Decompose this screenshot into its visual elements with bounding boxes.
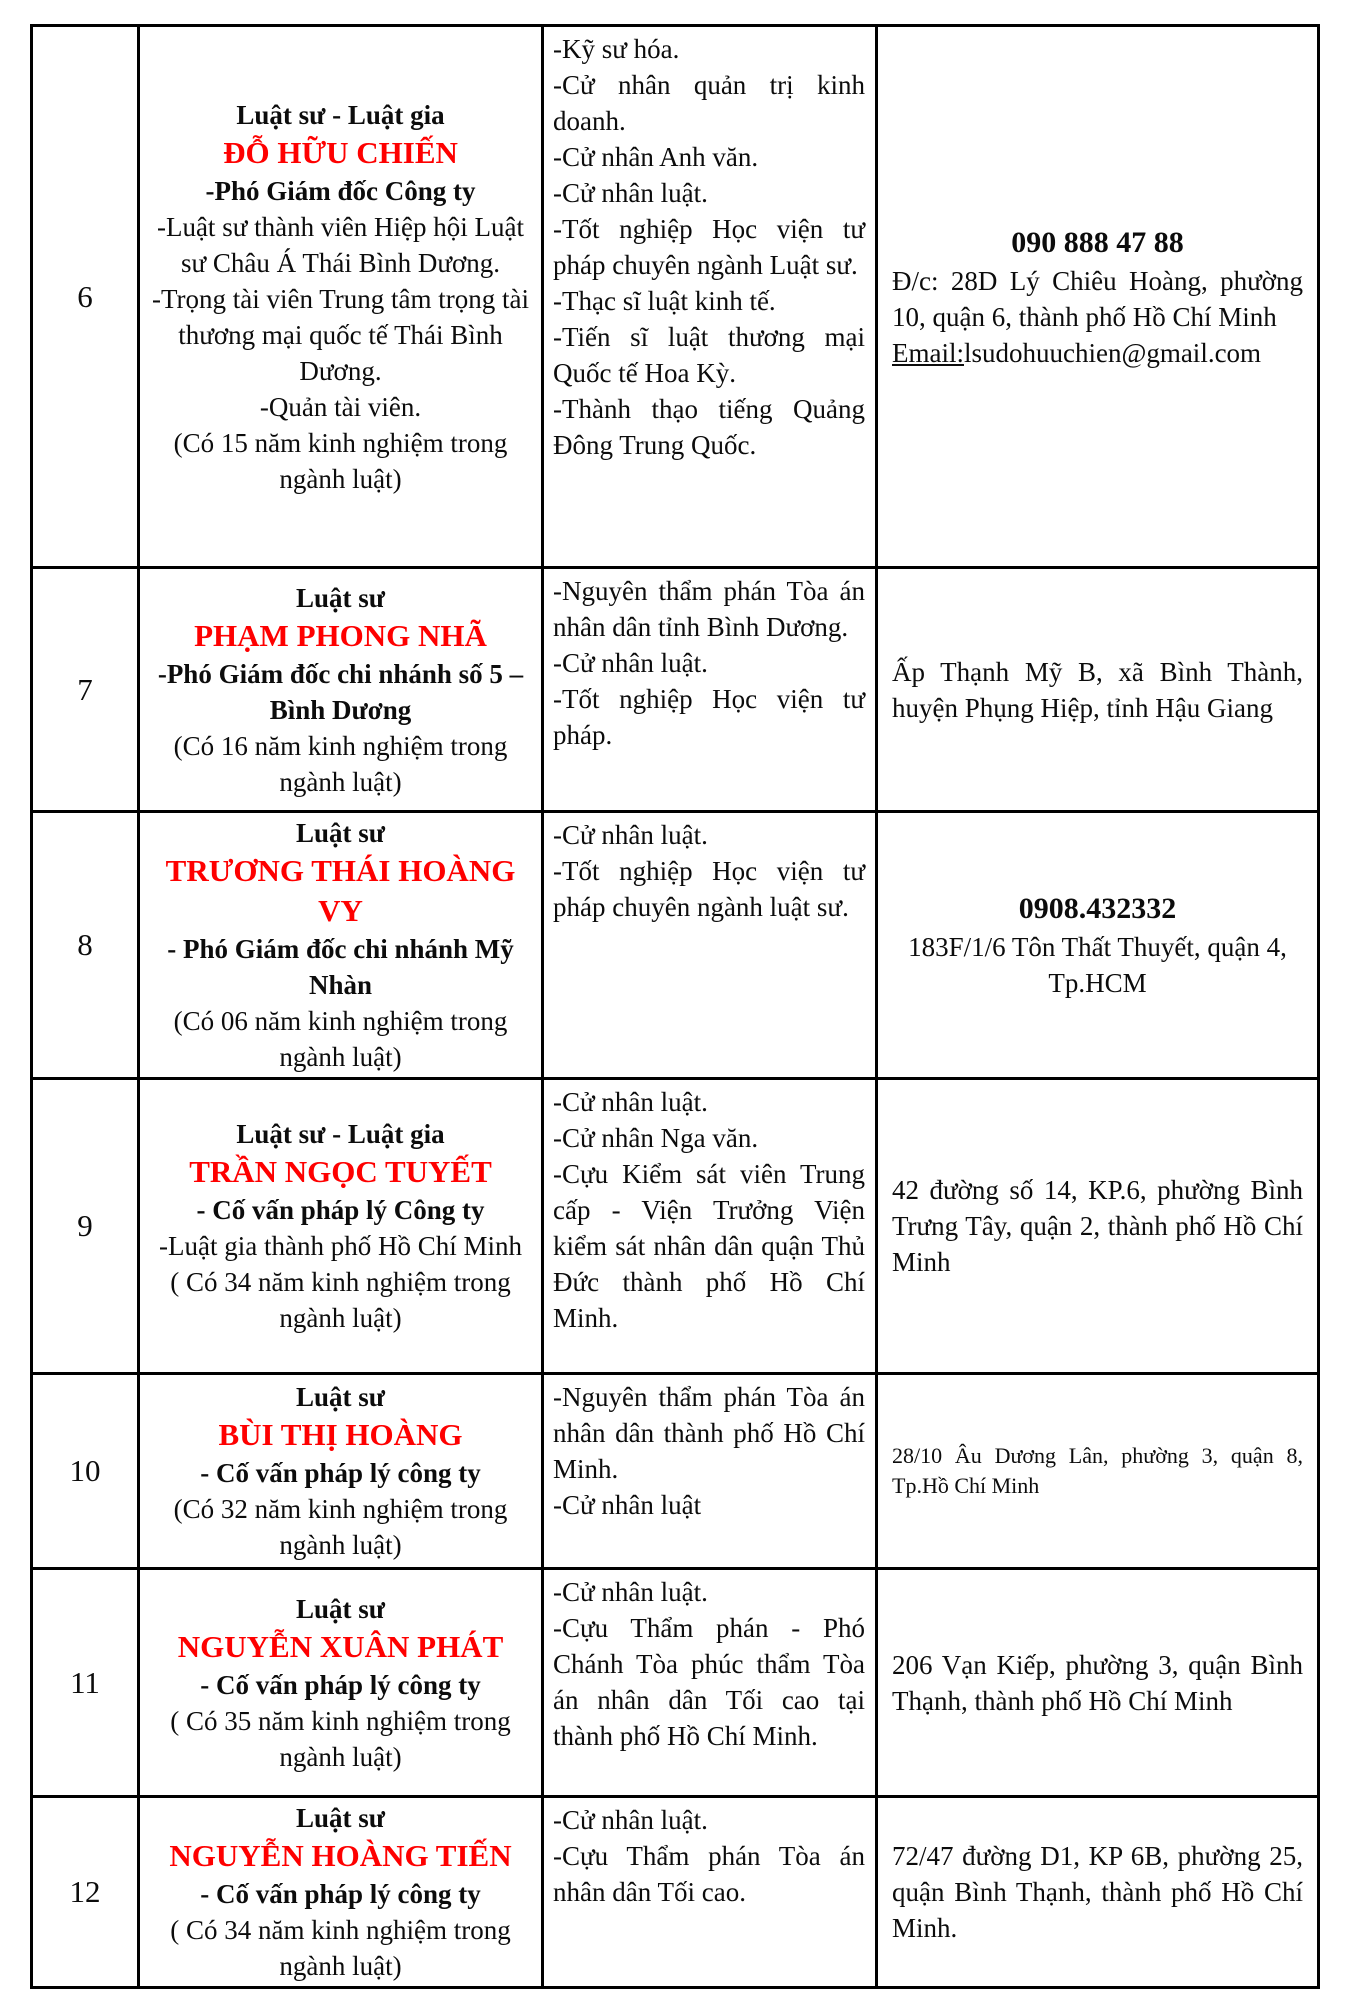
profile-line: Luật sư	[296, 1593, 385, 1624]
phone-number: 090 888 47 88	[1011, 225, 1184, 259]
lawyer-profile-cell	[139, 1797, 543, 1988]
row-number: 11	[32, 1569, 139, 1797]
row-number: 10	[32, 1374, 139, 1569]
profile-line: -Quản tài viên.	[259, 391, 422, 422]
phone-number: 0908.432332	[1018, 892, 1177, 925]
qualifications-cell	[543, 26, 877, 568]
contact-cell	[877, 26, 1319, 568]
contact-cell	[877, 1374, 1319, 1569]
qualification-line: -Nguyên thẩm phán Tòa án nhân dân thành phố Hồ Chí Minh.	[553, 1382, 865, 1484]
profile-line: ( Có 34 năm kinh nghiệm trong ngành luật)	[170, 1267, 511, 1333]
email-address: lsudohuuchien@gmail.com	[963, 337, 1262, 368]
qualification-line: -Cử nhân quản trị kinh doanh.	[553, 70, 865, 136]
qualification-line: -Cựu Kiểm sát viên Trung cấp - Viện Trưởng Viện kiểm sát nhân dân quận Thủ Đức thành phố Hồ Chí Minh.	[553, 1159, 865, 1333]
profile-line: -Luật gia thành phố Hồ Chí Minh	[159, 1231, 522, 1261]
profile-line: (Có 06 năm kinh nghiệm trong ngành luật)	[173, 1006, 508, 1072]
qualification-line: -Tốt nghiệp Học viện tư pháp.	[553, 684, 865, 750]
address-line: 206 Vạn Kiếp, phường 3, quận Bình Thạnh, thành phố Hồ Chí Minh	[892, 1649, 1303, 1716]
qualification-line: -Cử nhân luật.	[553, 178, 708, 208]
lawyer-profile-cell	[139, 1374, 543, 1569]
qualification-line: -Cựu Thẩm phán - Phó Chánh Tòa phúc thẩm Tòa án nhân dân Tối cao tại thành phố Hồ Chí Minh.	[553, 1613, 865, 1751]
row-number: 6	[32, 26, 139, 568]
qualification-line: -Thành thạo tiếng Quảng Đông Trung Quốc.	[553, 394, 865, 460]
lawyer-table-body	[32, 26, 1319, 1988]
profile-line: - Cố vấn pháp lý công ty	[200, 1879, 481, 1909]
contact-cell	[877, 1797, 1319, 1988]
profile-line: -Phó Giám đốc chi nhánh số 5 – Bình Dương	[157, 658, 524, 725]
qualification-line: -Kỹ sư hóa.	[553, 34, 680, 64]
qualification-line: -Cử nhân luật.	[553, 648, 708, 678]
lawyer-profile-cell	[139, 568, 543, 812]
lawyer-profile-cell	[139, 1079, 543, 1374]
contact-cell	[877, 1079, 1319, 1374]
qualification-line: -Cử nhân Anh văn.	[553, 142, 759, 172]
profile-line: ( Có 35 năm kinh nghiệm trong ngành luật)	[170, 1705, 511, 1772]
profile-line: Luật sư	[296, 582, 385, 613]
table-row	[32, 568, 1319, 812]
qualifications-cell	[543, 1079, 877, 1374]
lawyer-name: ĐỖ HỮU CHIẾN	[223, 134, 458, 170]
profile-line: (Có 32 năm kinh nghiệm trong ngành luật)	[173, 1494, 508, 1560]
address-line: 183F/1/6 Tôn Thất Thuyết, quận 4, Tp.HCM	[908, 932, 1287, 998]
qualifications-cell	[543, 1569, 877, 1797]
table-row	[32, 1569, 1319, 1797]
qualification-line: -Cử nhân luật	[553, 1490, 702, 1520]
profile-line: -Phó Giám đốc Công ty	[205, 175, 476, 206]
qualification-line: -Cử nhân luật.	[553, 1087, 708, 1117]
email-label: Email:	[892, 337, 964, 368]
lawyer-directory-table	[30, 24, 1320, 1989]
profile-line: ( Có 34 năm kinh nghiệm trong ngành luật)	[170, 1915, 511, 1981]
qualification-line: -Cựu Thẩm phán Tòa án nhân dân Tối cao.	[553, 1841, 865, 1907]
qualifications-cell	[543, 1374, 877, 1569]
row-number: 12	[32, 1797, 139, 1988]
profile-line: (Có 16 năm kinh nghiệm trong ngành luật)	[173, 730, 508, 797]
table-row	[32, 812, 1319, 1079]
contact-cell	[877, 568, 1319, 812]
qualification-line: -Nguyên thẩm phán Tòa án nhân dân tỉnh Bình Dương.	[553, 576, 865, 642]
qualification-line: -Tốt nghiệp Học viện tư pháp chuyên ngành luật sư.	[553, 856, 865, 922]
row-number: 9	[32, 1079, 139, 1374]
qualification-line: -Cử nhân luật.	[553, 1577, 708, 1607]
qualification-line: -Thạc sĩ luật kinh tế.	[553, 286, 776, 316]
lawyer-name: TRƯƠNG THÁI HOÀNG VY	[165, 853, 516, 928]
contact-cell	[877, 1569, 1319, 1797]
lawyer-name: BÙI THỊ HOÀNG	[218, 1417, 463, 1452]
address-line: 28/10 Âu Dương Lân, phường 3, quận 8, Tp.Hồ Chí Minh	[892, 1443, 1303, 1498]
profile-line: -Luật sư thành viên Hiệp hội Luật sư Châu Á Thái Bình Dương.	[156, 211, 525, 278]
address-line: Ấp Thạnh Mỹ B, xã Bình Thành, huyện Phụng Hiệp, tỉnh Hậu Giang	[892, 656, 1303, 723]
profile-line: Luật sư - Luật gia	[236, 99, 445, 130]
profile-line: - Cố vấn pháp lý Công ty	[196, 1195, 485, 1225]
profile-line: - Cố vấn pháp lý công ty	[200, 1458, 481, 1488]
table-row	[32, 1374, 1319, 1569]
qualifications-cell	[543, 568, 877, 812]
lawyer-name: TRẦN NGỌC TUYẾT	[189, 1154, 492, 1189]
lawyer-profile-cell	[139, 26, 543, 568]
lawyer-name: NGUYỄN XUÂN PHÁT	[177, 1628, 504, 1664]
qualification-line: -Cử nhân luật.	[553, 1805, 708, 1835]
table-row	[32, 26, 1319, 568]
table-row	[32, 1797, 1319, 1988]
profile-line: Luật sư	[296, 1382, 385, 1412]
lawyer-profile-cell	[139, 812, 543, 1079]
qualification-line: -Tốt nghiệp Học viện tư pháp chuyên ngành Luật sư.	[553, 214, 865, 280]
row-number: 8	[32, 812, 139, 1079]
lawyer-name: PHẠM PHONG NHÃ	[194, 617, 487, 653]
profile-line: Luật sư - Luật gia	[236, 1119, 445, 1149]
contact-cell	[877, 812, 1319, 1079]
table-row	[32, 1079, 1319, 1374]
profile-line: - Phó Giám đốc chi nhánh Mỹ Nhàn	[167, 934, 514, 1000]
row-number: 7	[32, 568, 139, 812]
profile-line: Luật sư	[296, 818, 385, 848]
profile-line: (Có 15 năm kinh nghiệm trong ngành luật)	[173, 427, 508, 494]
qualification-line: -Tiến sĩ luật thương mại Quốc tế Hoa Kỳ.	[553, 322, 865, 388]
profile-line: Luật sư	[296, 1803, 385, 1833]
lawyer-profile-cell	[139, 1569, 543, 1797]
email-line	[892, 335, 1303, 371]
address-line: Đ/c: 28D Lý Chiêu Hoàng, phường 10, quận 6, thành phố Hồ Chí Minh	[892, 265, 1303, 332]
address-line: 72/47 đường D1, KP 6B, phường 25, quận Bình Thạnh, thành phố Hồ Chí Minh.	[892, 1841, 1303, 1943]
qualification-line: -Cử nhân luật.	[553, 820, 708, 850]
lawyer-name: NGUYỄN HOÀNG TIẾN	[169, 1838, 512, 1873]
qualification-line: -Cử nhân Nga văn.	[553, 1123, 759, 1153]
qualifications-cell	[543, 1797, 877, 1988]
qualifications-cell	[543, 812, 877, 1079]
profile-line: - Cố vấn pháp lý công ty	[200, 1669, 481, 1700]
profile-line: -Trọng tài viên Trung tâm trọng tài thương mại quốc tế Thái Bình Dương.	[151, 283, 529, 386]
address-line: 42 đường số 14, KP.6, phường Bình Trưng Tây, quận 2, thành phố Hồ Chí Minh	[892, 1175, 1303, 1277]
